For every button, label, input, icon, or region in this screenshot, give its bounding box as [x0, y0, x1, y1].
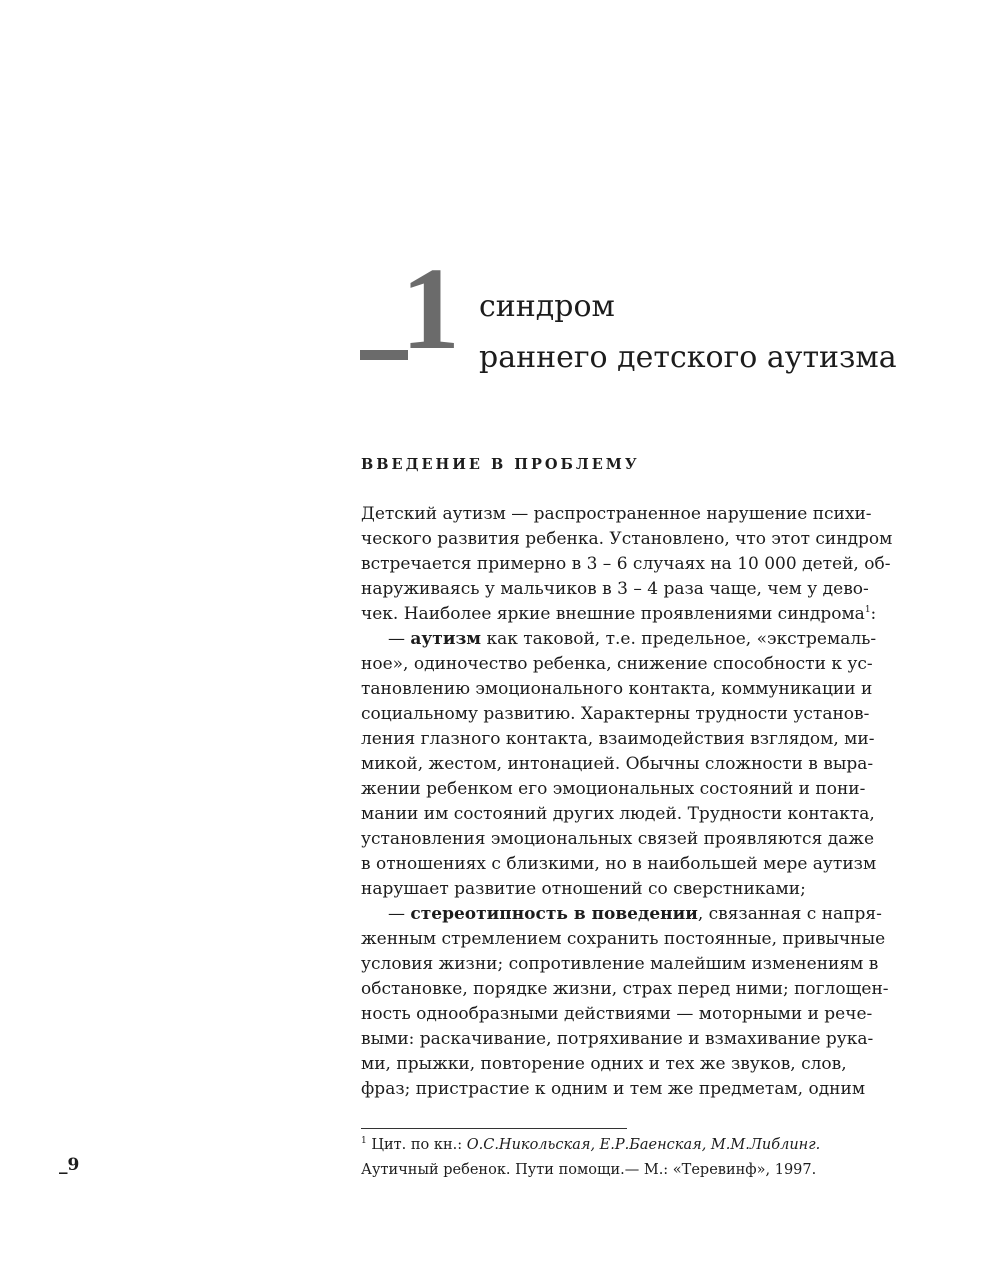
- chapter-title-line-1: синдром: [479, 289, 615, 324]
- chapter-title-line-2: раннего детского аутизма: [479, 340, 897, 375]
- footnote-authors: О.С.Никольская, Е.Р.Баенская, М.М.Либлинг.: [466, 1137, 821, 1153]
- body-line: женным стремлением сохранить постоянные, привычные: [361, 929, 886, 949]
- body-line: жении ребенком его эмоциональных состояний и пони-: [361, 779, 866, 799]
- section-heading: ВВЕДЕНИЕ В ПРОБЛЕМУ: [361, 456, 640, 473]
- body-line: ное», одиночество ребенка, снижение способности к ус-: [361, 654, 873, 674]
- body-line-text: чек. Наиболее яркие внешние проявлениями синдрома: [361, 604, 865, 624]
- body-line: [361, 627, 931, 652]
- body-line: установления эмоциональных связей проявляются даже: [361, 829, 875, 849]
- footnote-reference: 1: [864, 605, 871, 615]
- body-line: условия жизни; сопротивление малейшим изменениям в: [361, 954, 879, 974]
- chapter-title: [479, 281, 897, 383]
- body-line: Детский аутизм — распространенное нарушение психи-: [361, 504, 872, 524]
- body-line: фраз; пристрастие к одним и тем же предметам, одним: [361, 1079, 866, 1099]
- body-text: [361, 502, 931, 1102]
- body-line: выми: раскачивание, потряхивание и взмахивание рука-: [361, 1029, 874, 1049]
- page-number: _9: [59, 1155, 80, 1175]
- footnote-line-2: Аутичный ребенок. Пути помощи.— М.: «Теревинф», 1997.: [361, 1162, 817, 1178]
- footnote-line-1: [361, 1133, 820, 1158]
- body-line: наруживаясь у мальчиков в 3 – 4 раза чаще, чем у дево-: [361, 579, 869, 599]
- footnote-divider: [361, 1128, 627, 1129]
- body-line: микой, жестом, интонацией. Обычны сложности в выра-: [361, 754, 874, 774]
- body-line: обстановке, порядке жизни, страх перед ними; поглощен-: [361, 979, 889, 999]
- term-stereotypy: стереотипность в поведении: [410, 904, 698, 924]
- body-line: тановлению эмоционального контакта, коммуникации и: [361, 679, 873, 699]
- chapter-number: [357, 243, 467, 374]
- list-dash: —: [388, 629, 411, 649]
- chapter-number-digit: 1: [401, 243, 460, 374]
- body-line: нарушает развитие отношений со сверстниками;: [361, 879, 806, 899]
- body-line: встречается примерно в 3 – 6 случаях на 10 000 детей, об-: [361, 554, 891, 574]
- body-line: социальному развитию. Характерны трудности установ-: [361, 704, 870, 724]
- body-line-text: как таковой, т.е. предельное, «экстремаль-: [481, 629, 877, 649]
- body-line: в отношениях с близкими, но в наибольшей мере аутизм: [361, 854, 877, 874]
- body-line: мании им состояний других людей. Трудности контакта,: [361, 804, 875, 824]
- body-line: [361, 602, 931, 627]
- body-line: ность однообразными действиями — моторными и рече-: [361, 1004, 873, 1024]
- list-dash: —: [388, 904, 411, 924]
- body-line: ческого развития ребенка. Установлено, что этот синдром: [361, 529, 893, 549]
- body-line-punct: :: [870, 604, 877, 624]
- body-line: [361, 902, 931, 927]
- footnote-mark: 1: [361, 1136, 367, 1146]
- body-line: ми, прыжки, повторение одних и тех же звуков, слов,: [361, 1054, 847, 1074]
- footnote: [361, 1133, 820, 1183]
- footnote-prefix: Цит. по кн.:: [366, 1137, 467, 1153]
- body-line-text: , связанная с напря-: [697, 904, 882, 924]
- term-autism: аутизм: [410, 629, 482, 649]
- body-line: ления глазного контакта, взаимодействия взглядом, ми-: [361, 729, 875, 749]
